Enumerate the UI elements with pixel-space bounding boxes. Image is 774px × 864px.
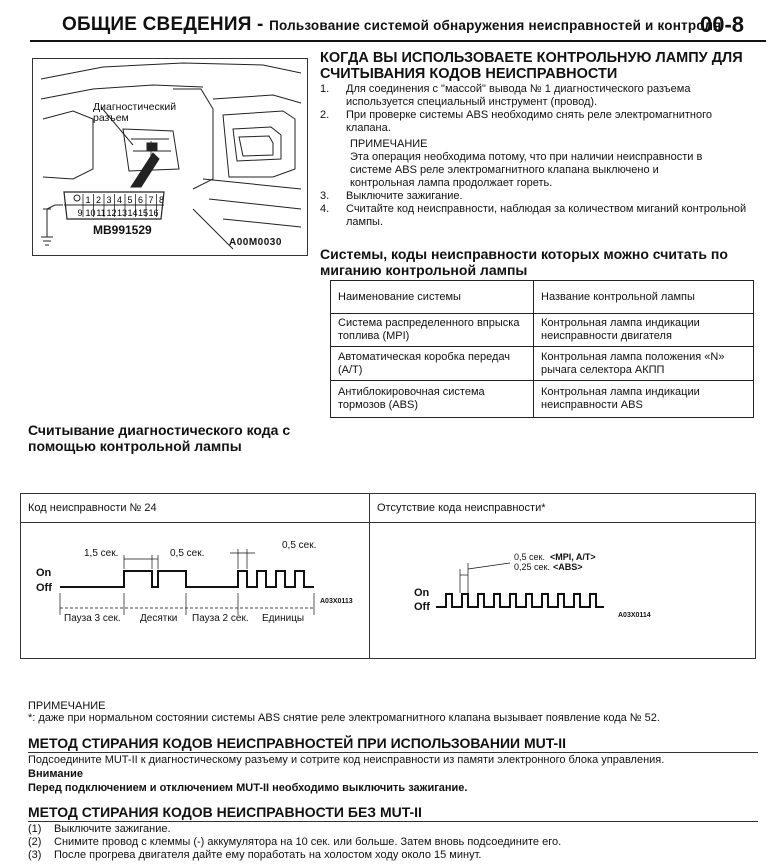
diagram-right-title: Отсутствие кода неисправности* <box>377 502 546 514</box>
pin-number: 1 <box>85 195 91 205</box>
pin-number: 15 <box>137 208 149 218</box>
nomut-steps <box>28 823 768 862</box>
bottom-note-label: ПРИМЕЧАНИЕ <box>28 700 106 712</box>
nomut-heading: МЕТОД СТИРАНИЯ КОДОВ НЕИСПРАВНОСТИ БЕЗ MUT-II <box>28 804 422 820</box>
reading-heading: Считывание диагностического кода с помощью контрольной лампы <box>28 422 291 454</box>
systems-heading: Системы, коды неисправности которых можно считать по миганию контрольной лампы <box>320 246 728 278</box>
list-item <box>320 83 750 109</box>
table-cell: Автоматическая коробка передач (А/Т) <box>331 347 534 381</box>
on-label-left: On <box>36 567 52 579</box>
step-text: Для соединения с "массой" вывода № 1 диагностического разъема используется специальный инструмент (провод). <box>346 83 691 108</box>
off-label-right: Off <box>414 601 430 613</box>
page-number: 00-8 <box>700 12 745 37</box>
attention-text: Перед подключением и отключением MUT-II необходимо выключить зажигание. <box>28 782 468 794</box>
list-item <box>320 109 750 135</box>
header-rule <box>30 40 766 42</box>
pin-number: 14 <box>127 208 138 218</box>
table-row <box>331 347 754 381</box>
diagram-left-title: Код неисправности № 24 <box>28 502 157 514</box>
step-number: (3) <box>28 849 42 861</box>
list-item <box>320 190 750 203</box>
lamp-steps <box>320 83 750 229</box>
connector-label: Диагностический разъем <box>93 101 177 124</box>
figure-code: A00M0030 <box>229 237 282 248</box>
pin-number: 4 <box>116 195 123 205</box>
right-mpi-label: <MPI, A/T> <box>550 552 596 562</box>
column-header: Наименование системы <box>331 281 534 314</box>
connector-illustration <box>32 58 308 256</box>
step-text: Выключите зажигание. <box>346 190 463 202</box>
mut-heading-rule <box>28 752 758 753</box>
dashboard-drawing <box>33 59 307 255</box>
table-row <box>331 314 754 347</box>
table-cell: Контрольная лампа индикации неисправности двигателя <box>534 314 754 347</box>
units-label: Единицы <box>262 613 305 624</box>
pin-number: 3 <box>106 195 112 205</box>
step-text: Снимите провод с клеммы (-) аккумулятора на 10 сек. или больше. Затем вновь подсоедините его. <box>54 836 562 848</box>
column-header: Название контрольной лампы <box>534 281 754 314</box>
off-label-left: Off <box>36 582 52 594</box>
section-title: ОБЩИЕ СВЕДЕНИЯ - <box>62 14 264 35</box>
tool-code: MB991529 <box>93 223 152 237</box>
note-label: ПРИМЕЧАНИЕ <box>350 138 428 150</box>
table-cell: Контрольная лампа индикации неисправности ABS <box>534 381 754 418</box>
list-item <box>320 203 750 229</box>
step-number: 4. <box>320 203 330 215</box>
step-number: 2. <box>320 109 330 121</box>
tens-label: Десятки <box>140 613 178 624</box>
pin-number: 8 <box>158 195 165 205</box>
fig-code-left: A03X0113 <box>320 598 353 605</box>
step-number: 1. <box>320 83 330 95</box>
fig-code-right: A03X0114 <box>618 612 651 619</box>
pause-3-label: Пауза 3 сек. <box>64 613 121 624</box>
steps-list-b <box>320 190 750 229</box>
right-abs-label: <ABS> <box>553 562 583 572</box>
table-cell: Система распределенного впрыска топлива (MPI) <box>331 314 534 347</box>
pin-number: 16 <box>148 208 159 218</box>
steps-list-a <box>320 83 750 135</box>
pin-number: 12 <box>106 208 117 218</box>
timing-diagram <box>20 523 756 659</box>
step-text: После прогрева двигателя дайте ему поработать на холостом ходу около 15 минут. <box>54 849 482 861</box>
list-item <box>28 836 768 849</box>
table-header-row <box>331 281 754 314</box>
step-text: При проверке системы ABS необходимо снять реле электромагнитного клапана. <box>346 109 713 134</box>
pin-number: 11 <box>96 208 106 218</box>
nomut-heading-rule <box>28 821 758 822</box>
right-time-05: 0,5 сек. <box>514 552 545 562</box>
pin-number: 7 <box>148 195 154 205</box>
pin-number: 13 <box>116 208 128 218</box>
pause-2-label: Пауза 2 сек. <box>192 613 249 624</box>
on-label-right: On <box>414 587 430 599</box>
pin-number: 9 <box>77 208 83 218</box>
systems-table <box>330 280 754 418</box>
time-1-5: 1,5 сек. <box>84 548 119 559</box>
pin-number: 5 <box>127 195 133 205</box>
lamp-heading: КОГДА ВЫ ИСПОЛЬЗОВАЕТЕ КОНТРОЛЬНУЮ ЛАМПУ ДЛЯ СЧИТЫВАНИЯ КОДОВ НЕИСПРАВНОСТИ <box>320 50 743 82</box>
right-time-025: 0,25 сек. <box>514 562 550 572</box>
pin-number: 2 <box>95 195 102 205</box>
pin-number: 6 <box>137 195 144 205</box>
bottom-note-text: *: даже при нормальном состоянии системы ABS снятие реле электромагнитного клапана вызывает появление кода № 52. <box>28 712 660 724</box>
list-item <box>28 823 768 836</box>
note-text: Эта операция необходима потому, что при наличии неисправности в системе ABS реле электромагнитного клапана выключено и контрольная лампа продолжает гореть. <box>350 151 703 189</box>
table-row <box>331 381 754 418</box>
step-text: Выключите зажигание. <box>54 823 171 835</box>
time-0-5-b: 0,5 сек. <box>282 540 317 551</box>
section-subtitle: Пользование системой обнаружения неисправностей и контроля <box>269 18 722 33</box>
mut-heading: МЕТОД СТИРАНИЯ КОДОВ НЕИСПРАВНОСТЕЙ ПРИ ИСПОЛЬЗОВАНИИ MUT-II <box>28 735 567 751</box>
table-cell: Антиблокировочная система тормозов (ABS) <box>331 381 534 418</box>
step-number: (1) <box>28 823 42 835</box>
table-cell: Контрольная лампа положения «N» рычага селектора АКПП <box>534 347 754 381</box>
list-item <box>28 849 768 862</box>
mut-text: Подсоедините MUT-II к диагностическому разъему и сотрите код неисправности из памяти электронного блока управления. <box>28 754 665 766</box>
time-0-5-a: 0,5 сек. <box>170 548 205 559</box>
step-number: (2) <box>28 836 42 848</box>
step-number: 3. <box>320 190 330 202</box>
step-text: Считайте код неисправности, наблюдая за количеством миганий контрольной лампы. <box>346 203 747 228</box>
attention-label: Внимание <box>28 768 83 780</box>
pin-number: 10 <box>85 208 96 218</box>
page-title <box>62 14 721 36</box>
